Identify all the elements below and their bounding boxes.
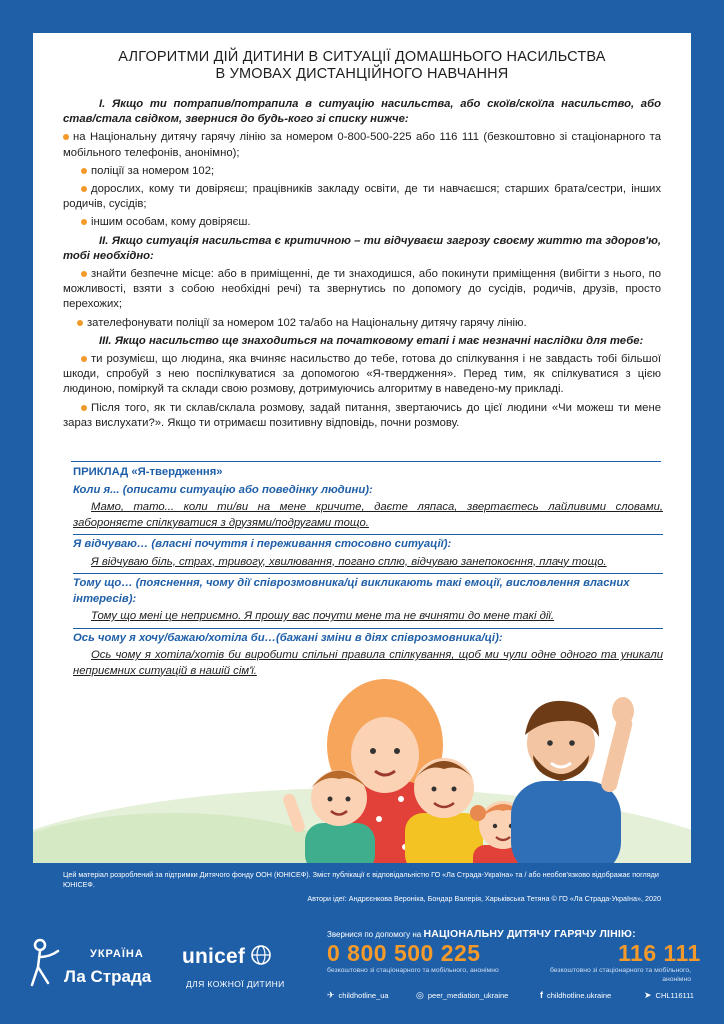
disclaimer-text: Цей матеріал розроблений за підтримки Дитячого фонду ООН (ЮНІСЕФ). Зміст публікації є відповідальністю ГО «Ла Страда-Україна» та / або необов'язково відображає погляди ЮНІСЕФ. [63,870,659,889]
hotline-note-1: безкоштовно зі стаціонарного та мобільного, анонімно [327,967,499,974]
example-answer: Я відчуваю біль, страх, тривогу, хвилювання, погано сплю, відчуваю занепокоєння, плачу тощо. [91,555,607,568]
family-illustration [33,663,691,863]
section-3-heading: ІІІ. Якщо насильство ще знаходиться на початковому етапі і має незначні наслідки для тебе: [99,334,644,347]
father-figure [511,697,634,863]
list-item: ти розумієш, що людина, яка вчиняє насильство до тебе, готова до спілкування і не завдасть тобі більшої шкоди, спробуй з нею поспілкуватися за допомогою «Я-твердження». Перед тим, як спілкуватися з цією людиною, поміркуй та склади свою розмову, дотримуючись алгоритму в наведено-му прикладі. [63,353,661,396]
hotline-number-2[interactable]: 116 111 [618,940,701,966]
unicef-slogan: ДЛЯ КОЖНОЇ ДИТИНИ [186,979,285,989]
example-question: Я відчуваю… (власні почуття і переживання стосовно ситуації): [73,538,452,550]
list-item: зателефонувати поліції за номером 102 та/або на Національну дитячу гарячу лінію. [63,316,661,331]
example-answer: Ось чому я хотіла/хотів би виробити спільні правила спілкування, щоб ми чули одне одного та уникали неприємних ситуацій в нашій сім'ї. [73,649,663,677]
list-item: поліції за номером 102; [63,164,661,179]
bullet-icon [77,320,83,326]
content-panel [33,33,691,863]
unicef-globe-icon [250,944,272,966]
example-answer: Мамо, тато... коли ти/ви на мене кричите, даєте ляпаса, звертаєтесь лайливими словами, забороняєте спілкуватися з друзями/подругами тощо. [73,501,663,529]
divider [73,534,663,535]
section-1-heading: І. Якщо ти потрапив/потрапила в ситуацію насильства, або скоїв/скоїла насильство, або став/стала свідком, звернися до будь-кого зі списку нижче: [63,98,661,126]
example-question: Ось чому я хочу/бажаю/хотіла би…(бажані зміни в діях співрозмовника/ці): [73,631,503,644]
social-telegram-2[interactable]: ➤ CHL116111 [644,990,694,1000]
list-item: дорослих, кому ти довіряєш; працівників закладу освіти, де ти навчаєшся; старших брата/сестри, інших родичів, сусідів; [63,183,661,211]
example-question: Тому що… (пояснення, чому дії співрозмовника/ці викликають такі емоції, висловлення власних інтересів): [73,577,630,605]
bullet-icon [81,405,87,411]
divider [73,628,663,629]
example-question: Коли я... (описати ситуацію або поведінку людини): [73,483,373,496]
example-top-rule [71,461,661,462]
list-item: на Національну дитячу гарячу лінію за номером 0-800-500-225 або 116 111 (безкоштовно зі стаціонарного та мобільного телефонів, анонімно); [63,131,661,159]
social-instagram[interactable]: ◎ peer_mediation_ukraine [416,990,509,1000]
hotline-number-1[interactable]: 0 800 500 225 [327,940,481,966]
la-strada-figure-icon [28,937,64,989]
divider [73,573,663,574]
paper-plane-icon: ➤ [644,990,652,1000]
hotline-callout: Звернися по допомогу на НАЦІОНАЛЬНУ ДИТЯЧУ ГАРЯЧУ ЛІНІЮ: [327,928,636,940]
social-telegram[interactable]: ✈ childhotline_ua [327,990,389,1000]
credits [33,866,691,904]
la-strada-logo: УКРАЇНА Ла Страда [28,935,158,990]
section-2-heading: ІІ. Якщо ситуація насильства є критичною – ти відчуваєш загрозу своєму життю та здоров'ю, тобі необхідно: [63,234,661,262]
list-item: Після того, як ти склав/склала розмову, задай питання, звертаючись до цієї людини «Чи можеш ти мене зараз вислухати?». Якщо ти отримаєш позитивну відповідь, почни розмову. [63,401,661,429]
list-item: іншим особам, кому довіряєш. [63,215,661,230]
authors-text: Автори ідеї: Андрєєнкова Вероніка, Бондар Валерія, Харьківська Тетяна © ГО «Ла Страда-Україна», 2020 [307,894,661,903]
bullet-icon [81,356,87,362]
bullet-icon [63,134,69,140]
hotline-note-2: безкоштовно зі стаціонарного та мобільного, анонімно [549,967,691,983]
bullet-icon [81,271,87,277]
instructions [63,97,661,434]
unicef-logo: unicef ДЛЯ КОЖНОЇ ДИТИНИ [182,945,285,989]
bullet-icon [81,168,87,174]
telegram-icon: ✈ [327,990,335,1000]
list-item: знайти безпечне місце: або в приміщенні, де ти знаходишся, або покинути приміщення (вибігти з нього, по можливості, взяти з собою необхідні речі) та звернутись по допомогу до сусідів, родичів, друзів, просто перехожих; [63,268,661,311]
social-facebook[interactable]: f childhotline.ukraine [540,990,612,1000]
bullet-icon [81,219,87,225]
facebook-icon: f [540,990,543,1000]
instagram-icon: ◎ [416,990,424,1000]
example-answer: Тому що мені це неприємно. Я прошу вас почути мене та не вчиняти до мене такі дії. [91,610,555,622]
example-box [73,465,663,681]
page-title: АЛГОРИТМИ ДІЙ ДИТИНИ В СИТУАЦІЇ ДОМАШНЬОГО НАСИЛЬСТВА В УМОВАХ ДИСТАНЦІЙНОГО НАВЧАННЯ [118,49,606,82]
bullet-icon [81,186,87,192]
example-title: ПРИКЛАД «Я-твердження» [73,466,223,478]
